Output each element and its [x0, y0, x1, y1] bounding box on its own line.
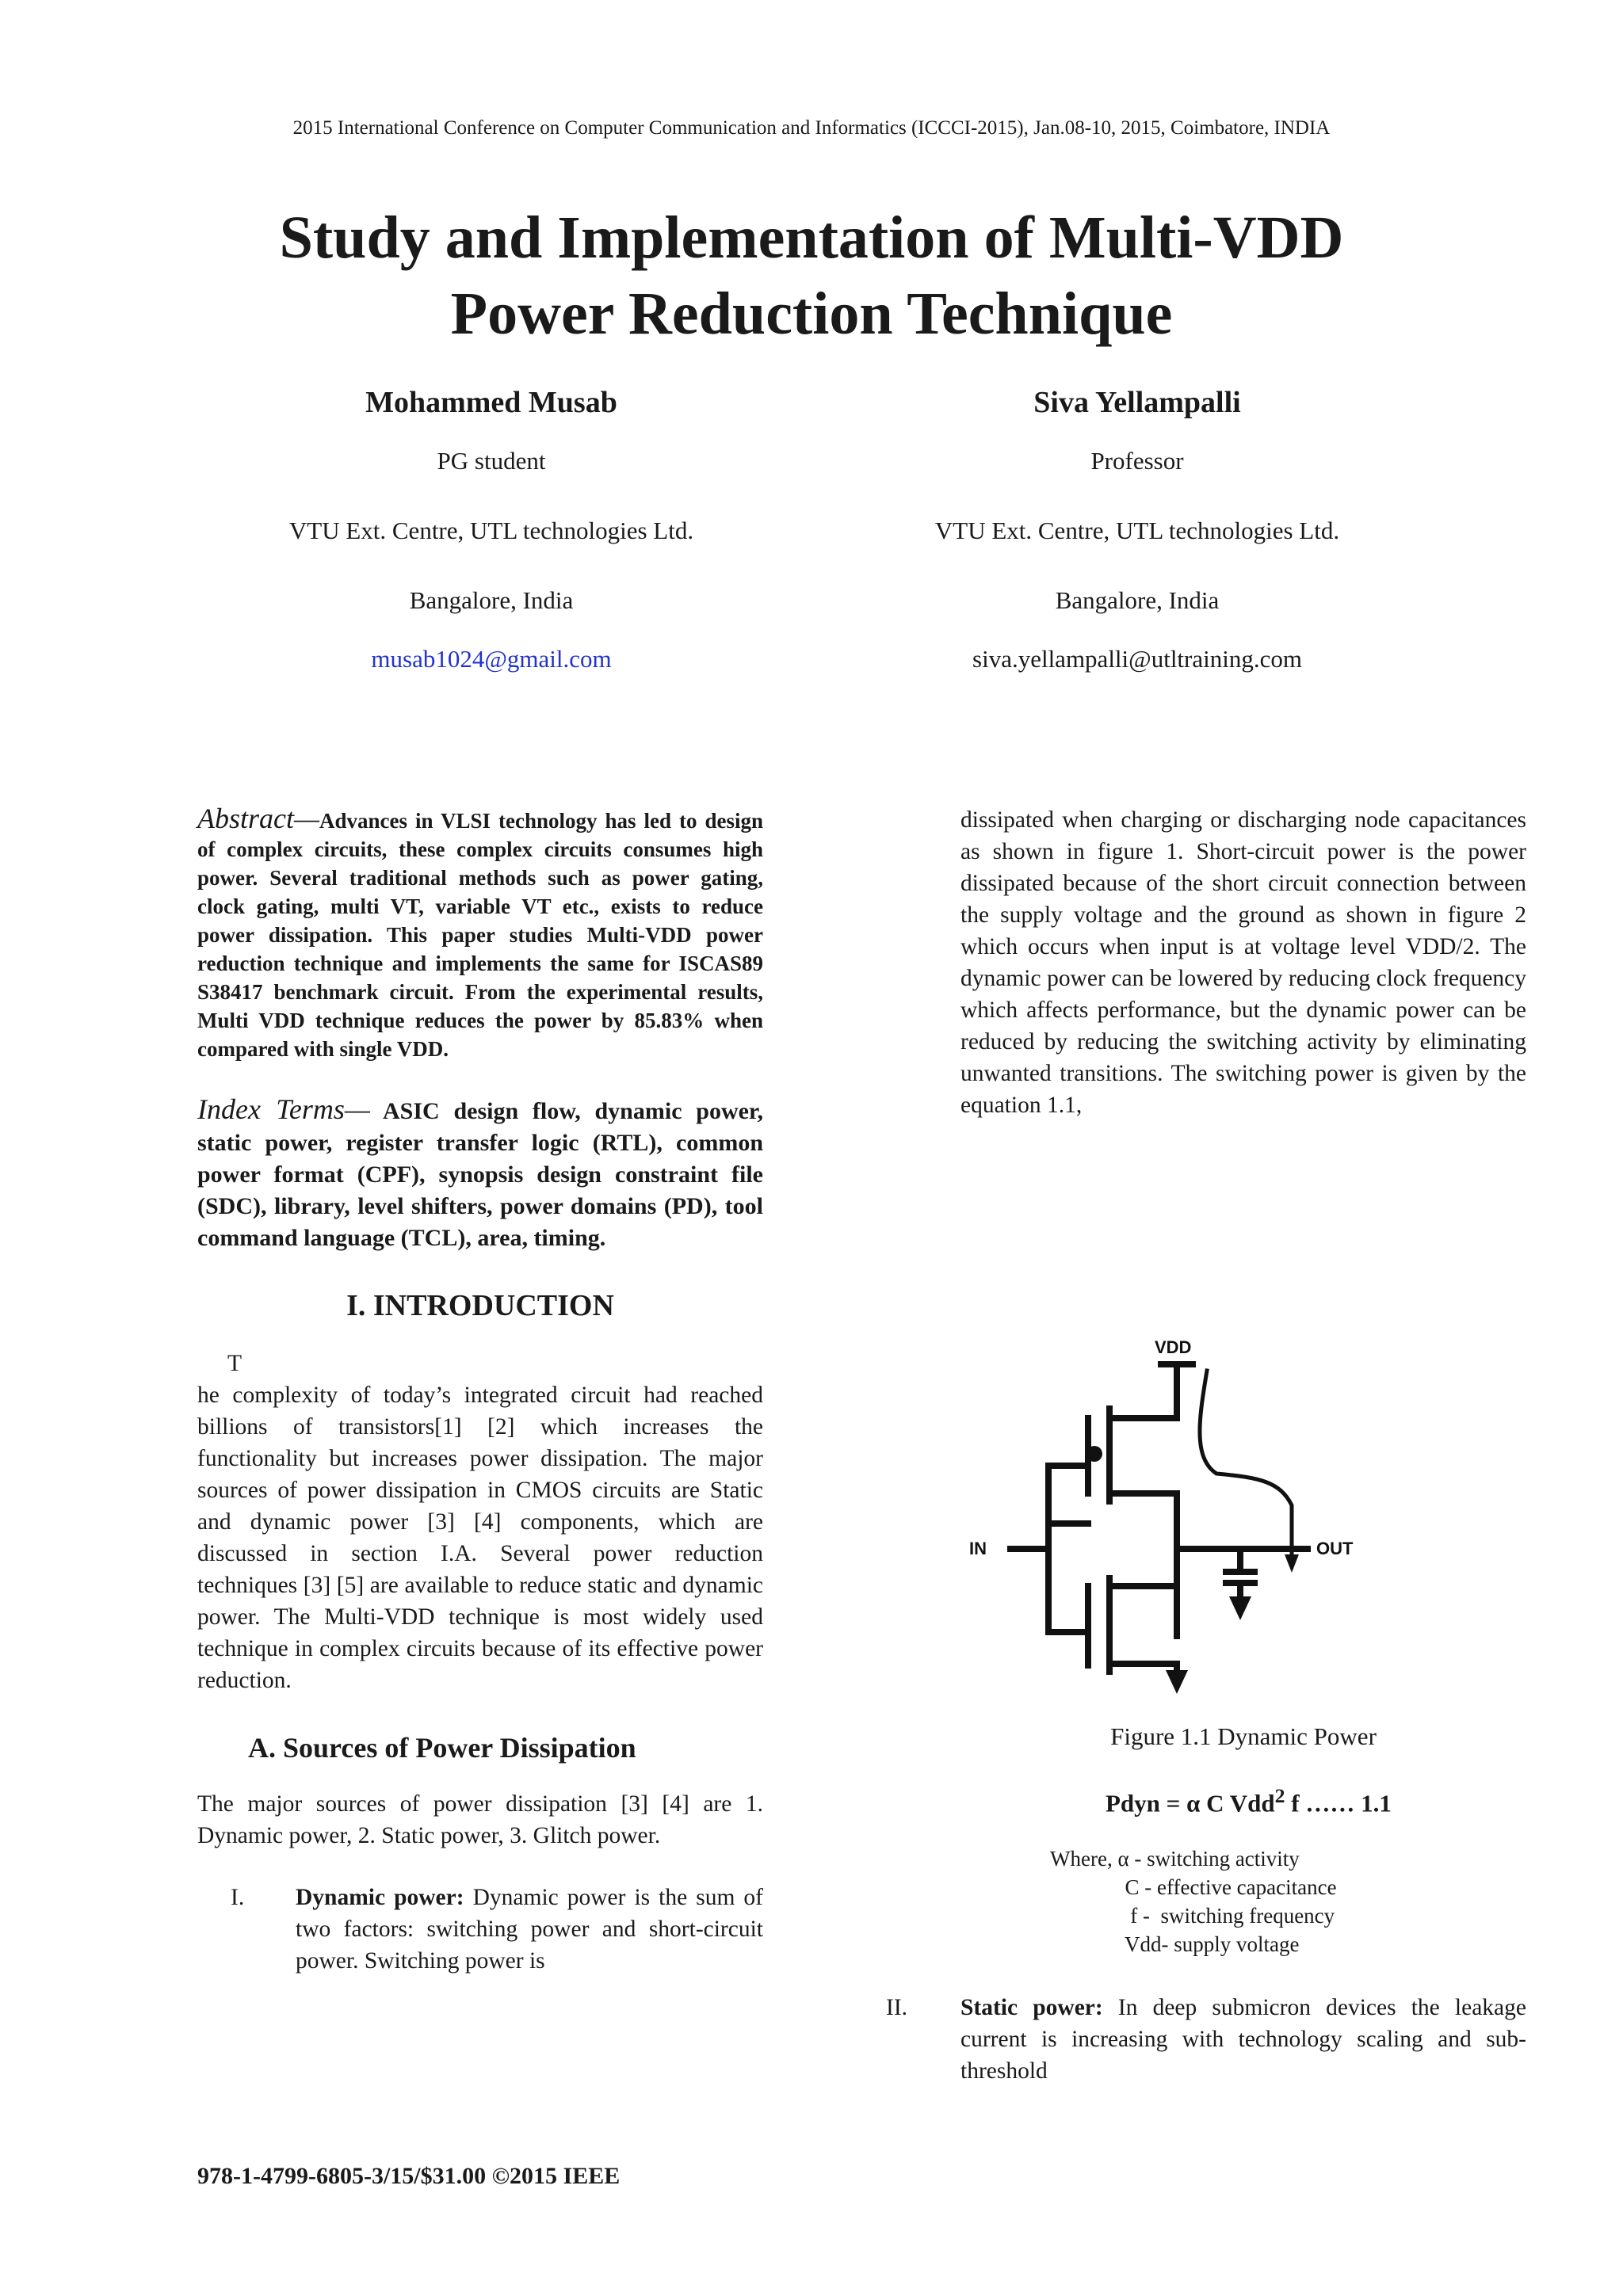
author-role: Professor	[1090, 447, 1184, 475]
list-term: Dynamic power:	[296, 1885, 464, 1910]
author-affiliation: VTU Ext. Centre, UTL technologies Ltd.	[934, 517, 1340, 544]
left-column	[197, 804, 763, 1977]
abstract-lead: Abstract—	[197, 803, 320, 834]
pmos-bubble	[1086, 1446, 1102, 1462]
index-terms	[197, 1093, 763, 1254]
index-terms-lead: Index Terms—	[197, 1093, 370, 1125]
ground-symbol-nmos	[1166, 1670, 1188, 1694]
abstract	[197, 804, 763, 1063]
equation-left: Pdyn = α C Vdd	[1106, 1789, 1275, 1817]
vdd-label: VDD	[1155, 1337, 1192, 1357]
list-number: I.	[231, 1885, 245, 1910]
author-email-link[interactable]: musab1024@gmail.com	[371, 645, 612, 673]
legend-line: Vdd- supply voltage	[1050, 1932, 1300, 1956]
author-location: Bangalore, India	[409, 586, 574, 614]
section-heading-introduction: I. INTRODUCTION	[346, 1289, 614, 1322]
current-path	[1200, 1371, 1292, 1557]
list-number: II.	[886, 1995, 908, 2020]
equation-right: f …… 1.1	[1285, 1789, 1392, 1817]
paper-title	[0, 200, 1623, 352]
legend-line: C - effective capacitance	[1050, 1875, 1337, 1899]
in-label: IN	[969, 1539, 987, 1558]
intro-dropcap: T	[227, 1351, 242, 1376]
equation-1-1	[1106, 1784, 1392, 1817]
author-block-1	[174, 379, 808, 683]
cmos-inverter-figure	[947, 1299, 1354, 1711]
out-label: OUT	[1316, 1539, 1354, 1558]
list-text: Dynamic power is the sum of two factors: switching power and short-circuit power. Switching power is	[296, 1885, 764, 1974]
legend-line: Where, α - switching activity	[1050, 1847, 1300, 1871]
list-text: In deep submicron devices the leakage current is increasing with technology scaling and sub-threshold	[960, 1995, 1526, 2084]
author-name: Siva Yellampalli	[1033, 386, 1241, 419]
conference-header: 2015 International Conference on Computer Communication and Informatics (ICCCI-2015), Jan.08-10, 2015, Coimbatore, INDIA	[292, 117, 1331, 139]
right-paragraph: dissipated when charging or discharging node capacitances as shown in figure 1. Short-circuit power is the power dissipated because of the short circuit connection between the supply voltage and the ground as shown in figure 2 which occurs when input is at voltage level VDD/2. The dynamic power can be lowered by reducing clock frequency which affects performance, but the dynamic power can be reduced by reducing the switching activity by eliminating unwanted transitions. The switching power is given by the equation 1.1,	[960, 807, 1526, 1118]
author-name: Mohammed Musab	[365, 386, 617, 419]
figure-caption: Figure 1.1 Dynamic Power	[1110, 1722, 1377, 1750]
author-affiliation: VTU Ext. Centre, UTL technologies Ltd.	[288, 517, 694, 544]
equation-exponent: 2	[1274, 1784, 1285, 1807]
abstract-text: Advances in VLSI technology has led to design of complex circuits, these complex circuits consumes high power. Several traditional methods such as power gating, clock gating, multi VT, variable VT etc., exists to reduce power dissipation. This paper studies Multi-VDD power reduction technique and implements the same for ISCAS89 S38417 benchmark circuit. From the experimental results, Multi VDD technique reduces the power by 85.83% when compared with single VDD.	[197, 809, 763, 1061]
copyright-footer: 978-1-4799-6805-3/15/$31.00 ©2015 IEEE	[197, 2163, 621, 2189]
author-role: PG student	[437, 447, 546, 475]
author-location: Bangalore, India	[1055, 586, 1220, 614]
subsection-heading-sources: A. Sources of Power Dissipation	[248, 1732, 636, 1764]
equation-legend	[1050, 1844, 1337, 1958]
list-item-static-power	[886, 1992, 1526, 2087]
sources-paragraph: The major sources of power dissipation [3] [4] are 1. Dynamic power, 2. Static power, 3. Glitch power.	[197, 1791, 763, 1848]
author-email: siva.yellampalli@utltraining.com	[972, 645, 1302, 673]
list-item-dynamic-power	[197, 1882, 763, 1977]
ground-symbol-capacitor	[1229, 1596, 1251, 1620]
right-column	[960, 804, 1526, 1121]
list-term: Static power:	[960, 1995, 1103, 2020]
legend-line: f - switching frequency	[1050, 1904, 1335, 1928]
title-line-2: Power Reduction Technique	[450, 280, 1173, 347]
index-terms-text: ASIC design flow, dynamic power, static power, register transfer logic (RTL), common power format (CPF), synopsis design constraint file (SDC), library, level shifters, power domains (PD), tool command language (TCL), area, timing.	[197, 1098, 763, 1251]
title-line-1: Study and Implementation of Multi-VDD	[279, 204, 1344, 271]
current-arrowhead	[1285, 1554, 1299, 1573]
author-block-2	[820, 379, 1454, 683]
intro-paragraph: he complexity of today’s integrated circuit had reached billions of transistors[1] [2] which increases the functionality but increases power dissipation. The major sources of power dissipation in CMOS circuits are Static and dynamic power [3] [4] components, which are discussed in section I.A. Several power reduction techniques [3] [5] are available to reduce static and dynamic power. The Multi-VDD technique is most widely used technique in complex circuits because of its effective power reduction.	[197, 1383, 763, 1693]
